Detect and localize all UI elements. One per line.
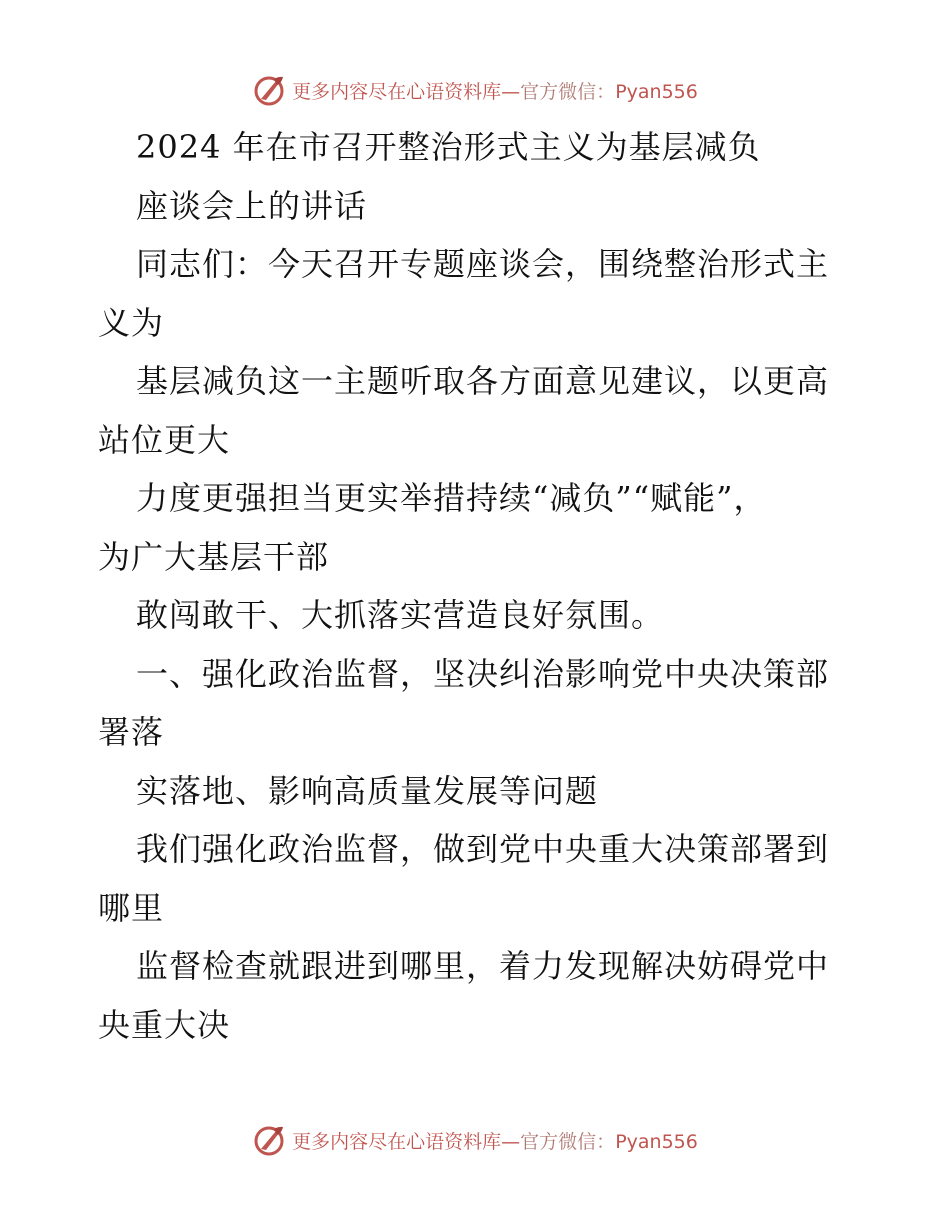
- text-line: 为广大基层干部: [98, 537, 330, 576]
- text-line: 义为: [98, 303, 165, 342]
- document-body: [98, 118, 858, 1054]
- header-watermark: [0, 70, 950, 110]
- watermark-group: [252, 1123, 698, 1157]
- quill-logo-icon: [252, 1123, 286, 1157]
- text-line: 央重大决: [98, 1005, 231, 1044]
- text-line: 同志们：今天召开专题座谈会，围绕整治形式主: [136, 245, 830, 283]
- text-line: 监督检查就跟进到哪里，着力发现解决妨碍党中: [136, 947, 830, 985]
- text-line: 站位更大: [98, 420, 231, 459]
- text-line: 基层减负这一主题听取各方面意见建议，以更高: [136, 362, 830, 400]
- footer-watermark: [0, 1120, 950, 1160]
- text-line: 署落: [98, 713, 165, 751]
- text-line: 2024 年在市召开整治形式主义为基层减负: [136, 128, 761, 166]
- watermark-text: 更多内容尽在心语资料库—官方微信：Pyan556: [292, 1130, 698, 1153]
- text-line: 力度更强担当更实举措持续“减负”“赋能”，: [136, 479, 767, 517]
- text-line: 敢闯敢干、大抓落实营造良好氛围。: [136, 596, 665, 634]
- text-line: 实落地、影响高质量发展等问题: [136, 771, 599, 810]
- watermark-text: 更多内容尽在心语资料库—官方微信：Pyan556: [292, 80, 698, 103]
- text-line: 一、强化政治监督，坚决纠治影响党中央决策部: [136, 654, 830, 693]
- watermark-group: [252, 73, 698, 107]
- quill-logo-icon: [252, 73, 286, 107]
- text-line: 哪里: [98, 888, 165, 927]
- text-line: 我们强化政治监督，做到党中央重大决策部署到: [136, 830, 830, 868]
- text-line: 座谈会上的讲话: [136, 186, 368, 225]
